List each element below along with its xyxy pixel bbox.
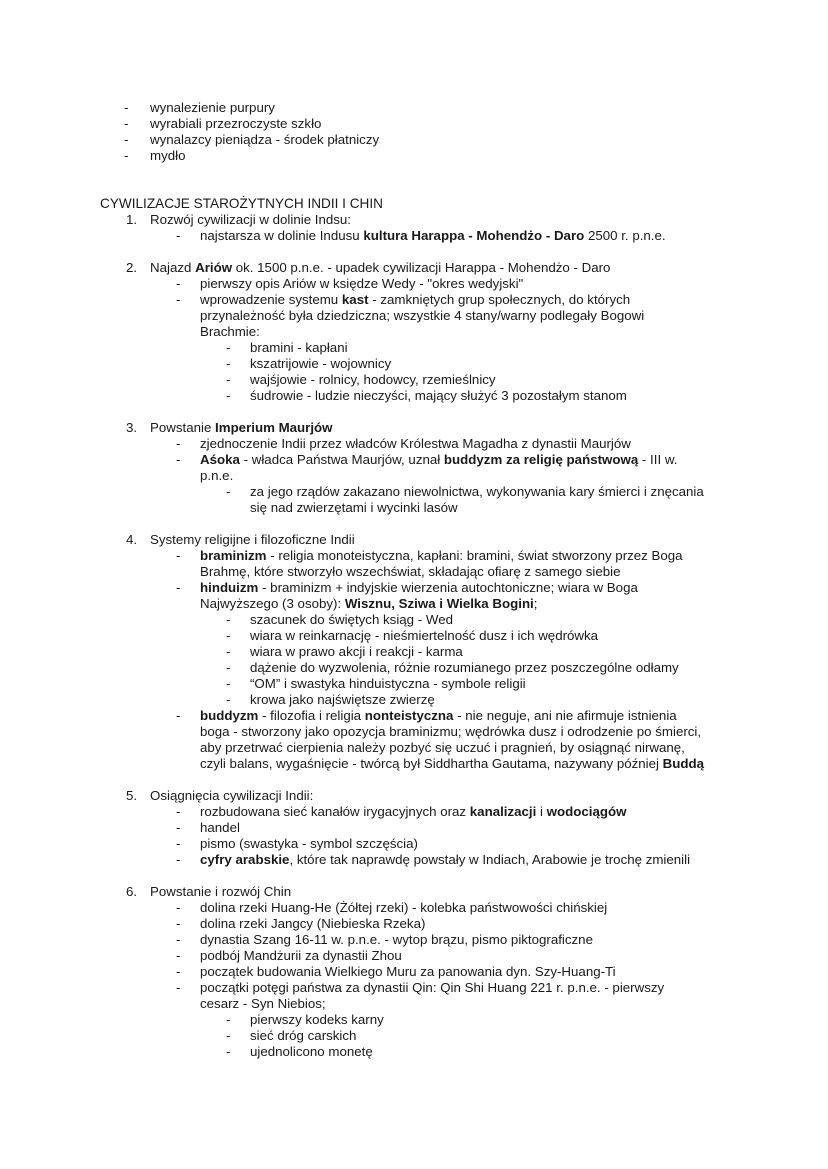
bullet-dash: - <box>176 548 181 563</box>
bullet-dash: - <box>176 852 181 867</box>
bullet-dash: - <box>226 612 231 627</box>
section-title: Systemy religijne i filozoficzne Indii <box>150 532 355 547</box>
sub-item: śudrowie - ludzie nieczyści, mający służyć 3 pozostałym stanom <box>250 388 627 403</box>
list-item: dynastia Szang 16-11 w. p.n.e. - wytop brązu, pismo piktograficzne <box>200 932 593 947</box>
list-item: rozbudowana sieć kanałów irygacyjnych oraz kanalizacji i wodociągów <box>200 804 627 819</box>
list-item: dolina rzeki Huang-He (Żółtej rzeki) - kolebka państwowości chińskiej <box>200 900 608 915</box>
bullet-dash: - <box>176 836 181 851</box>
bullet-dash: - <box>176 708 181 723</box>
section-number: 6. <box>126 884 138 899</box>
list-item: pismo (swastyka - symbol szczęścia) <box>200 836 418 851</box>
sub-item: wajśjowie - rolnicy, hodowcy, rzemieślnicy <box>250 372 496 387</box>
bullet-dash: - <box>226 484 231 499</box>
list-item: Aśoka - władca Państwa Maurjów, uznał buddyzm za religię państwową - III w. <box>200 452 678 467</box>
list-item: początki potęgi państwa za dynastii Qin: Qin Shi Huang 221 r. p.n.e. - pierwszy <box>200 980 665 995</box>
sub-item: wiara w prawo akcji i reakcji - karma <box>250 644 463 659</box>
sub-item: kszatrijowie - wojownicy <box>250 356 392 371</box>
bullet-dash: - <box>124 116 129 131</box>
intro-item: wyrabiali przezroczyste szkło <box>150 116 322 131</box>
bullet-dash: - <box>176 980 181 995</box>
list-item: hinduizm - braminizm + indyjskie wierzenia autochtoniczne; wiara w Boga <box>200 580 638 595</box>
bullet-dash: - <box>226 356 231 371</box>
intro-item: mydło <box>150 148 186 163</box>
section-title: Osiągnięcia cywilizacji Indii: <box>150 788 314 803</box>
list-item: buddyzm - filozofia i religia nonteistyczna - nie neguje, ani nie afirmuje istnienia <box>200 708 677 723</box>
bullet-dash: - <box>226 644 231 659</box>
bullet-dash: - <box>226 628 231 643</box>
list-item: cyfry arabskie, które tak naprawdę powstały w Indiach, Arabowie je trochę zmienili <box>200 852 691 867</box>
list-item: dolina rzeki Jangcy (Niebieska Rzeka) <box>200 916 426 931</box>
sub-item: szacunek do świętych ksiąg - Wed <box>250 612 453 627</box>
list-item-continued: boga - stworzony jako opozycja braminizmu; wędrówka dusz i odrodzenie po śmierci, <box>200 724 702 739</box>
section-number: 4. <box>126 532 138 547</box>
section-number: 5. <box>126 788 138 803</box>
sub-item: za jego rządów zakazano niewolnictwa, wykonywania kary śmierci i znęcania <box>250 484 704 499</box>
bullet-dash: - <box>124 132 129 147</box>
bullet-dash: - <box>226 340 231 355</box>
sub-item: “OM” i swastyka hinduistyczna - symbole religii <box>250 676 526 691</box>
bullet-dash: - <box>176 900 181 915</box>
section-title: Rozwój cywilizacji w dolinie Indsu: <box>150 212 352 227</box>
bullet-dash: - <box>226 1044 231 1059</box>
list-item: wprowadzenie systemu kast - zamkniętych grup społecznych, do których <box>200 292 631 307</box>
list-item-continued: czyli balans, wygaśnięcie - twórcą był Siddhartha Gautama, nazywany później Buddą <box>200 756 705 771</box>
bullet-dash: - <box>176 948 181 963</box>
sub-item: krowa jako najświętsze zwierzę <box>250 692 435 707</box>
list-item: podbój Mandżurii za dynastii Zhou <box>200 948 402 963</box>
section-number: 1. <box>126 212 138 227</box>
list-item-continued: p.n.e. <box>200 468 234 483</box>
bullet-dash: - <box>176 436 181 451</box>
sub-item: bramini - kapłani <box>250 340 348 355</box>
bullet-dash: - <box>176 932 181 947</box>
bullet-dash: - <box>176 228 181 243</box>
list-item: zjednoczenie Indii przez władców Królestwa Magadha z dynastii Maurjów <box>200 436 631 451</box>
list-item: najstarsza w dolinie Indusu kultura Harappa - Mohendżo - Daro 2500 r. p.n.e. <box>200 228 666 243</box>
bullet-dash: - <box>176 964 181 979</box>
list-item-continued: cesarz - Syn Niebios; <box>200 996 326 1011</box>
section-heading: CYWILIZACJE STAROŻYTNYCH INDII I CHIN <box>100 196 383 211</box>
list-item: pierwszy opis Ariów w księdze Wedy - "okres wedyjski" <box>200 276 524 291</box>
section-number: 2. <box>126 260 138 275</box>
bullet-dash: - <box>176 580 181 595</box>
sub-item: dążenie do wyzwolenia, różnie rozumianego przez poszczególne odłamy <box>250 660 679 675</box>
bullet-dash: - <box>176 292 181 307</box>
sub-item: pierwszy kodeks karny <box>250 1012 384 1027</box>
intro-item: wynalezienie purpury <box>150 100 275 115</box>
bullet-dash: - <box>226 388 231 403</box>
section-title: Powstanie i rozwój Chin <box>150 884 292 899</box>
sub-item: ujednolicono monetę <box>250 1044 373 1059</box>
bullet-dash: - <box>176 276 181 291</box>
section-number: 3. <box>126 420 138 435</box>
list-item: braminizm - religia monoteistyczna, kapłani: bramini, świat stworzony przez Boga <box>200 548 683 563</box>
bullet-dash: - <box>124 148 129 163</box>
bullet-dash: - <box>176 916 181 931</box>
bullet-dash: - <box>124 100 129 115</box>
bullet-dash: - <box>226 1028 231 1043</box>
section-title: Powstanie Imperium Maurjów <box>150 420 333 435</box>
bullet-dash: - <box>226 660 231 675</box>
sub-item: sieć dróg carskich <box>250 1028 357 1043</box>
list-item-continued: Brahmę, które stworzyło wszechświat, składając ofiarę z samego siebie <box>200 564 621 579</box>
sub-item: wiara w reinkarnację - nieśmiertelność dusz i ich wędrówka <box>250 628 599 643</box>
bullet-dash: - <box>226 372 231 387</box>
bullet-dash: - <box>226 676 231 691</box>
sub-item-continued: się nad zwierzętami i wycinki lasów <box>250 500 458 515</box>
bullet-dash: - <box>176 804 181 819</box>
intro-item: wynalazcy pieniądza - środek płatniczy <box>150 132 380 147</box>
bullet-dash: - <box>176 452 181 467</box>
bullet-dash: - <box>226 1012 231 1027</box>
list-item-continued: aby przetrwać cierpienia należy pozbyć się uczuć i pragnień, by osiągnąć nirwanę, <box>200 740 685 755</box>
list-item-continued: Najwyższego (3 osoby): Wisznu, Sziwa i Wielka Bogini; <box>200 596 538 611</box>
list-item: handel <box>200 820 240 835</box>
list-item: początek budowania Wielkiego Muru za panowania dyn. Szy-Huang-Ti <box>200 964 616 979</box>
list-item-continued: przynależność była dziedziczna; wszystkie 4 stany/warny podlegały Bogowi <box>200 308 645 323</box>
bullet-dash: - <box>176 820 181 835</box>
bullet-dash: - <box>226 692 231 707</box>
list-item-continued: Brachmie: <box>200 324 260 339</box>
section-title: Najazd Ariów ok. 1500 p.n.e. - upadek cywilizacji Harappa - Mohendżo - Daro <box>150 260 611 275</box>
